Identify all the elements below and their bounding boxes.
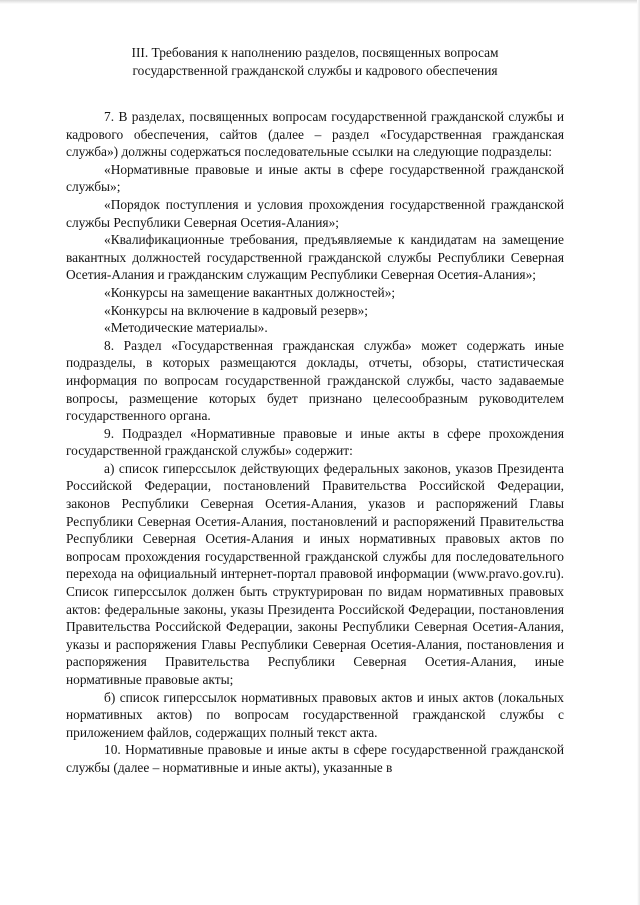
subsection-item-qualification-requirements: «Квалификационные требования, предъявляемые к кандидатам на замещение вакантных должностей государственной гражданской службы Республики Северная Осетия-Алания и гражданским служащим Республики Северная Осетия-Алания»; (66, 232, 564, 283)
paragraph-10: 10. Нормативные правовые и иные акты в сфере государственной гражданской службы (далее – нормативные и иные акты), указанные в (66, 742, 564, 775)
subsection-item-entry-procedure: «Порядок поступления и условия прохождения государственной гражданской службы Республики Северная Осетия-Алания»; (66, 196, 564, 230)
scan-top-edge (0, 0, 640, 4)
text-column (66, 44, 564, 777)
subsection-item-vacancy-contests: «Конкурсы на замещение вакантных должностей»; (104, 284, 396, 300)
section-heading (66, 44, 564, 80)
subsection-item-methodical-materials: «Методические материалы». (104, 320, 268, 336)
paragraph-8: 8. Раздел «Государственная гражданская служба» может содержать иные подразделы, в которых размещаются доклады, отчеты, обзоры, статистическая информация по вопросам государственной гражданской службы, часто задаваемые вопросы, размещение которых будет признано целесообразным руководителем государственного органа. (66, 337, 564, 424)
paragraph-9: 9. Подраздел «Нормативные правовые и иные акты в сфере прохождения государственной гражданской службы» содержит: (66, 425, 564, 459)
subsection-item-reserve-contests: «Конкурсы на включение в кадровый резерв»; (104, 302, 368, 318)
paragraph-9-item-b: б) список гиперссылок нормативных правовых актов и иных актов (локальных нормативных актов) по вопросам государственной гражданской службы с приложением файлов, содержащих полный текст акта. (66, 689, 564, 740)
subsection-item-normative-acts: «Нормативные правовые и иные акты в сфере государственной гражданской службы»; (66, 161, 564, 195)
paragraph-9-item-a: а) список гиперссылок действующих федеральных законов, указов Президента Российской Федерации, постановлений Правительства Российской Федерации, законов Республики Северная Осетия-Алания, указов и распоряжений Главы Республики Северная Осетия-Алания, постановлений и распоряжений Правительства Республики Северная Осетия-Алания и иных нормативных правовых актов по вопросам прохождения государственной гражданской службы для последовательного перехода на официальный интернет-портал правовой информации (www.pravo.gov.ru). Список гиперссылок должен быть структурирован по видам нормативных правовых актов: федеральные законы, указы Президента Российской Федерации, постановления Правительства Российской Федерации, законы Республики Северная Осетия-Алания, указы и распоряжения Главы Республики Северная Осетия-Алания, постановления и распоряжения Правительства Республики Северная Осетия-Алания, иные нормативные правовые акты; (66, 460, 564, 687)
paragraph-7: 7. В разделах, посвященных вопросам государственной гражданской службы и кадрового обеспечения, сайтов (далее – раздел «Государственная гражданская служба») должны содержаться последовательные ссылки на следующие подразделы: (66, 109, 564, 160)
section-heading-line-2: государственной гражданской службы и кадрового обеспечения (132, 63, 498, 78)
section-heading-line-1: III. Требования к наполнению разделов, посвященных вопросам (131, 45, 499, 60)
